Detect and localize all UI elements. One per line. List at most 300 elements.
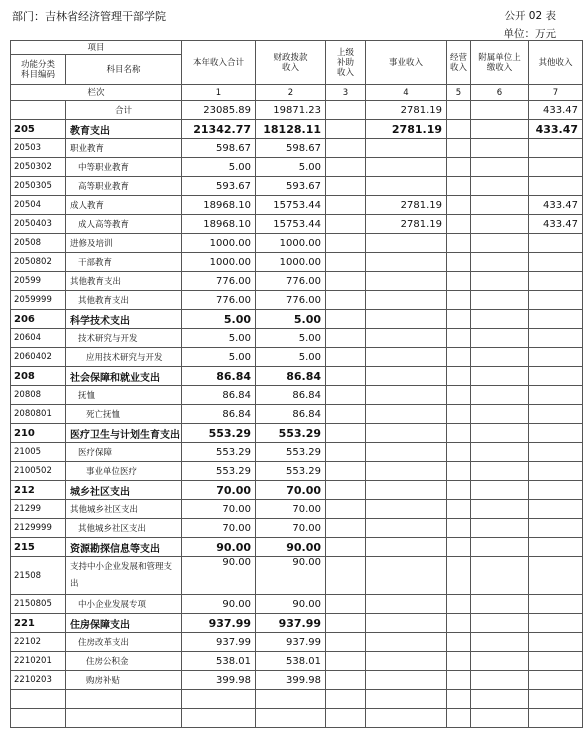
cell-subsidiary [471, 424, 529, 443]
cell-subsidiary [471, 443, 529, 462]
cell-subsidiary [471, 405, 529, 424]
cell-total: 553.29 [182, 462, 256, 481]
cell-business [366, 291, 447, 310]
col-number: 3 [326, 85, 366, 101]
cell-operating [447, 101, 471, 120]
row-code: 20504 [11, 196, 66, 215]
cell-total: 937.99 [182, 614, 256, 633]
form-code: 公开 02 表 [504, 10, 556, 22]
row-name: 其他城乡社区支出 [66, 519, 182, 538]
row-code: 210 [11, 424, 66, 443]
cell-superior [326, 272, 366, 291]
cell-subsidiary [471, 557, 529, 595]
cell-fiscal: 553.29 [256, 462, 326, 481]
cell-other [529, 424, 583, 443]
row-code: 20808 [11, 386, 66, 405]
row-name: 科学技术支出 [66, 310, 182, 329]
cell-fiscal: 598.67 [256, 139, 326, 158]
subject-name-header: 科目名称 [66, 55, 182, 85]
row-name: 支持中小企业发展和管理支出 [66, 557, 182, 595]
cell-fiscal: 70.00 [256, 519, 326, 538]
row-name: 职业教育 [66, 139, 182, 158]
row-name: 其他城乡社区支出 [66, 500, 182, 519]
cell-business [366, 595, 447, 614]
cell-superior [326, 291, 366, 310]
row-code: 2050802 [11, 253, 66, 272]
cell-other [529, 386, 583, 405]
blank-row [11, 690, 583, 709]
blank-cell [529, 709, 583, 728]
col-number: 6 [471, 85, 529, 101]
cell-fiscal: 5.00 [256, 348, 326, 367]
cell-subsidiary [471, 367, 529, 386]
blank-cell [66, 690, 182, 709]
blank-cell [366, 690, 447, 709]
cell-other [529, 158, 583, 177]
cell-superior [326, 500, 366, 519]
cell-total: 70.00 [182, 500, 256, 519]
cell-subsidiary [471, 310, 529, 329]
cell-fiscal: 19871.23 [256, 101, 326, 120]
cell-operating [447, 310, 471, 329]
blank-cell [182, 690, 256, 709]
cell-other: 433.47 [529, 215, 583, 234]
cell-subsidiary [471, 272, 529, 291]
cell-superior [326, 386, 366, 405]
row-name: 成人教育 [66, 196, 182, 215]
cell-subsidiary [471, 614, 529, 633]
row-name: 中小企业发展专项 [66, 595, 182, 614]
cell-business [366, 652, 447, 671]
blank-cell [366, 709, 447, 728]
cell-fiscal: 776.00 [256, 272, 326, 291]
cell-fiscal: 86.84 [256, 367, 326, 386]
cell-subsidiary [471, 500, 529, 519]
cell-total: 1000.00 [182, 253, 256, 272]
cell-total: 5.00 [182, 329, 256, 348]
cell-operating [447, 443, 471, 462]
cell-business [366, 443, 447, 462]
cell-total: 86.84 [182, 405, 256, 424]
cell-subsidiary [471, 633, 529, 652]
cell-total: 90.00 [182, 538, 256, 557]
cell-operating [447, 272, 471, 291]
row-code: 21299 [11, 500, 66, 519]
row-name: 高等职业教育 [66, 177, 182, 196]
cell-superior [326, 443, 366, 462]
cell-operating [447, 215, 471, 234]
cell-other [529, 443, 583, 462]
cell-business [366, 329, 447, 348]
cell-operating [447, 120, 471, 139]
blank-cell [447, 709, 471, 728]
col-number: 7 [529, 85, 583, 101]
cell-operating [447, 671, 471, 690]
cell-superior [326, 595, 366, 614]
cell-business: 2781.19 [366, 196, 447, 215]
cell-fiscal: 593.67 [256, 177, 326, 196]
cell-total: 90.00 [182, 595, 256, 614]
cell-total: 776.00 [182, 291, 256, 310]
cell-operating [447, 158, 471, 177]
cell-business [366, 272, 447, 291]
col-number: 5 [447, 85, 471, 101]
cell-other [529, 500, 583, 519]
table-row [11, 443, 583, 462]
row-code: 2060402 [11, 348, 66, 367]
cell-subsidiary [471, 595, 529, 614]
table-row [11, 329, 583, 348]
cell-fiscal: 70.00 [256, 500, 326, 519]
cell-fiscal: 15753.44 [256, 215, 326, 234]
blank-cell [326, 690, 366, 709]
table-row [11, 291, 583, 310]
row-name: 干部教育 [66, 253, 182, 272]
blank-cell [326, 709, 366, 728]
cell-superior [326, 671, 366, 690]
cell-total: 553.29 [182, 424, 256, 443]
cell-operating [447, 196, 471, 215]
other-header: 其他收入 [529, 41, 583, 85]
cell-fiscal: 553.29 [256, 443, 326, 462]
cell-other: 433.47 [529, 120, 583, 139]
cell-other: 433.47 [529, 101, 583, 120]
table-row [11, 652, 583, 671]
cell-business [366, 557, 447, 595]
cell-business [366, 234, 447, 253]
cell-superior [326, 424, 366, 443]
cell-business [366, 139, 447, 158]
cell-business [366, 367, 447, 386]
cell-business [366, 158, 447, 177]
cell-superior [326, 614, 366, 633]
cell-total: 399.98 [182, 671, 256, 690]
cell-superior [326, 405, 366, 424]
row-code: 205 [11, 120, 66, 139]
cell-total: 593.67 [182, 177, 256, 196]
cell-subsidiary [471, 671, 529, 690]
row-name: 其他教育支出 [66, 272, 182, 291]
row-code: 20503 [11, 139, 66, 158]
cell-fiscal: 5.00 [256, 158, 326, 177]
cell-superior [326, 101, 366, 120]
cell-total: 86.84 [182, 386, 256, 405]
cell-other [529, 633, 583, 652]
blank-cell [256, 709, 326, 728]
cell-operating [447, 386, 471, 405]
cell-fiscal: 18128.11 [256, 120, 326, 139]
operating-header: 经营 收入 [447, 41, 471, 85]
table-row [11, 614, 583, 633]
table-row [11, 120, 583, 139]
table-row [11, 348, 583, 367]
table-row [11, 671, 583, 690]
cell-subsidiary [471, 652, 529, 671]
cell-other [529, 557, 583, 595]
cell-fiscal: 90.00 [256, 595, 326, 614]
row-name: 死亡抚恤 [66, 405, 182, 424]
row-code: 215 [11, 538, 66, 557]
cell-other [529, 671, 583, 690]
row-code: 20604 [11, 329, 66, 348]
cell-other: 433.47 [529, 196, 583, 215]
cell-operating [447, 367, 471, 386]
col-number: 2 [256, 85, 326, 101]
cell-fiscal: 70.00 [256, 481, 326, 500]
cell-superior [326, 367, 366, 386]
cell-subsidiary [471, 177, 529, 196]
blank-cell [529, 690, 583, 709]
cell-operating [447, 481, 471, 500]
cell-operating [447, 519, 471, 538]
cell-business: 2781.19 [366, 215, 447, 234]
cell-business [366, 614, 447, 633]
business-header: 事业收入 [366, 41, 447, 85]
cell-operating [447, 424, 471, 443]
row-name: 事业单位医疗 [66, 462, 182, 481]
cell-total: 937.99 [182, 633, 256, 652]
row-code: 206 [11, 310, 66, 329]
cell-other [529, 614, 583, 633]
row-code: 22102 [11, 633, 66, 652]
row-code: 2210203 [11, 671, 66, 690]
cell-total: 90.00 [182, 557, 256, 595]
row-name: 资源勘探信息等支出 [66, 538, 182, 557]
cell-superior [326, 652, 366, 671]
blank-cell [471, 690, 529, 709]
cell-total: 18968.10 [182, 215, 256, 234]
cell-operating [447, 614, 471, 633]
total-header: 本年收入合计 [182, 41, 256, 85]
cell-fiscal: 86.84 [256, 386, 326, 405]
unit-label: 单位：万元 [503, 28, 556, 40]
cell-other [529, 405, 583, 424]
cell-total: 70.00 [182, 481, 256, 500]
cell-superior [326, 462, 366, 481]
blank-cell [256, 690, 326, 709]
cell-other [529, 272, 583, 291]
func-code-header: 功能分类 科目编码 [11, 55, 66, 85]
cell-other [529, 234, 583, 253]
table-row [11, 405, 583, 424]
cell-business: 2781.19 [366, 101, 447, 120]
cell-business [366, 462, 447, 481]
cell-operating [447, 500, 471, 519]
row-code: 2150805 [11, 595, 66, 614]
row-name: 应用技术研究与开发 [66, 348, 182, 367]
table-row [11, 234, 583, 253]
cell-total: 553.29 [182, 443, 256, 462]
cell-business [366, 538, 447, 557]
row-code: 20599 [11, 272, 66, 291]
cell-fiscal: 1000.00 [256, 253, 326, 272]
blank-cell [66, 709, 182, 728]
row-name: 住房公积金 [66, 652, 182, 671]
cell-fiscal: 15753.44 [256, 196, 326, 215]
cell-other [529, 462, 583, 481]
table-row [11, 557, 583, 595]
cell-superior [326, 519, 366, 538]
cell-business [366, 500, 447, 519]
cell-subsidiary [471, 120, 529, 139]
row-code: 2050302 [11, 158, 66, 177]
cell-business [366, 253, 447, 272]
col-number: 4 [366, 85, 447, 101]
row-name: 购房补贴 [66, 671, 182, 690]
row-code: 2080801 [11, 405, 66, 424]
cell-subsidiary [471, 196, 529, 215]
cell-superior [326, 234, 366, 253]
cell-business [366, 386, 447, 405]
cell-superior [326, 139, 366, 158]
table-row [11, 139, 583, 158]
cell-fiscal: 86.84 [256, 405, 326, 424]
cell-superior [326, 310, 366, 329]
income-table [10, 40, 583, 728]
cell-superior [326, 196, 366, 215]
cell-subsidiary [471, 234, 529, 253]
cell-other [529, 481, 583, 500]
blank-cell [11, 709, 66, 728]
cell-operating [447, 348, 471, 367]
row-code: 21005 [11, 443, 66, 462]
cell-operating [447, 405, 471, 424]
row-name: 技术研究与开发 [66, 329, 182, 348]
col-index-label: 栏次 [11, 85, 182, 101]
cell-other [529, 348, 583, 367]
table-row [11, 215, 583, 234]
table-row [11, 196, 583, 215]
table-row [11, 310, 583, 329]
cell-subsidiary [471, 139, 529, 158]
row-code: 2050403 [11, 215, 66, 234]
cell-subsidiary [471, 519, 529, 538]
cell-operating [447, 538, 471, 557]
cell-other [529, 329, 583, 348]
cell-other [529, 367, 583, 386]
cell-other [529, 310, 583, 329]
cell-operating [447, 253, 471, 272]
cell-other [529, 253, 583, 272]
cell-superior [326, 481, 366, 500]
cell-operating [447, 557, 471, 595]
table-row [11, 538, 583, 557]
cell-business [366, 310, 447, 329]
cell-operating [447, 595, 471, 614]
table-row [11, 177, 583, 196]
cell-operating [447, 139, 471, 158]
cell-fiscal: 776.00 [256, 291, 326, 310]
blank-cell [471, 709, 529, 728]
cell-total: 18968.10 [182, 196, 256, 215]
cell-subsidiary [471, 291, 529, 310]
row-name: 其他教育支出 [66, 291, 182, 310]
table-row [11, 519, 583, 538]
row-code: 2059999 [11, 291, 66, 310]
row-name: 成人高等教育 [66, 215, 182, 234]
cell-business [366, 519, 447, 538]
row-name: 社会保障和就业支出 [66, 367, 182, 386]
table-row [11, 633, 583, 652]
row-name: 进修及培训 [66, 234, 182, 253]
table-row [11, 367, 583, 386]
row-code: 221 [11, 614, 66, 633]
row-name: 抚恤 [66, 386, 182, 405]
cell-total: 776.00 [182, 272, 256, 291]
row-name: 城乡社区支出 [66, 481, 182, 500]
cell-fiscal: 937.99 [256, 633, 326, 652]
row-name: 合计 [66, 101, 182, 120]
cell-total: 70.00 [182, 519, 256, 538]
row-name: 教育支出 [66, 120, 182, 139]
cell-other [529, 595, 583, 614]
table-row [11, 272, 583, 291]
cell-fiscal: 553.29 [256, 424, 326, 443]
cell-business [366, 177, 447, 196]
table-row [11, 386, 583, 405]
cell-total: 5.00 [182, 348, 256, 367]
row-code: 21508 [11, 557, 66, 595]
fiscal-header: 财政拨款 收入 [256, 41, 326, 85]
table-row [11, 595, 583, 614]
table-row [11, 500, 583, 519]
cell-operating [447, 234, 471, 253]
cell-other [529, 139, 583, 158]
cell-operating [447, 462, 471, 481]
cell-operating [447, 652, 471, 671]
row-name: 医疗卫生与计划生育支出 [66, 424, 182, 443]
cell-superior [326, 120, 366, 139]
cell-total: 538.01 [182, 652, 256, 671]
superior-header: 上级 补助 收入 [326, 41, 366, 85]
cell-fiscal: 5.00 [256, 329, 326, 348]
row-name: 住房保障支出 [66, 614, 182, 633]
cell-fiscal: 5.00 [256, 310, 326, 329]
cell-fiscal: 538.01 [256, 652, 326, 671]
table-row [11, 253, 583, 272]
cell-subsidiary [471, 253, 529, 272]
cell-fiscal: 937.99 [256, 614, 326, 633]
cell-other [529, 291, 583, 310]
cell-operating [447, 633, 471, 652]
row-code: 2210201 [11, 652, 66, 671]
cell-superior [326, 215, 366, 234]
table-body [11, 101, 583, 728]
subsidiary-header: 附属单位上 缴收入 [471, 41, 529, 85]
cell-total: 1000.00 [182, 234, 256, 253]
row-code: 212 [11, 481, 66, 500]
cell-subsidiary [471, 158, 529, 177]
page-header [10, 6, 566, 42]
row-name: 医疗保障 [66, 443, 182, 462]
cell-fiscal: 399.98 [256, 671, 326, 690]
cell-total: 5.00 [182, 310, 256, 329]
table-row [11, 101, 583, 120]
cell-total: 598.67 [182, 139, 256, 158]
cell-business [366, 633, 447, 652]
cell-business [366, 424, 447, 443]
cell-superior [326, 158, 366, 177]
row-name: 中等职业教育 [66, 158, 182, 177]
cell-superior [326, 348, 366, 367]
cell-superior [326, 557, 366, 595]
department-label: 部门：吉林省经济管理干部学院 [12, 10, 166, 23]
col-number: 1 [182, 85, 256, 101]
row-code [11, 101, 66, 120]
cell-other [529, 652, 583, 671]
cell-fiscal: 90.00 [256, 538, 326, 557]
cell-superior [326, 253, 366, 272]
